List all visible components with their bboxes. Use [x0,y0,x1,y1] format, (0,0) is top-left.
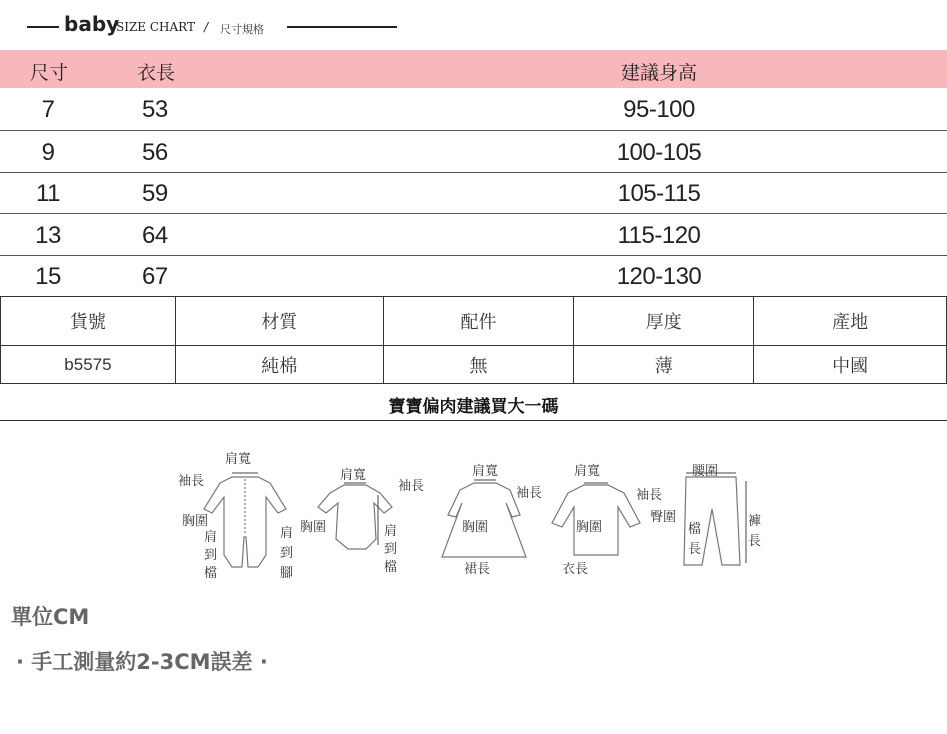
label-shoulder-to-crotch-3: 檔 [204,566,218,581]
label-sleeve-length: 袖長 [636,488,663,503]
subtitle-separator: / [204,20,209,34]
header-rule-right [287,26,397,28]
label-shoulder-to-foot-2: 到 [280,546,294,561]
product-info-header-row [1,297,947,346]
cell-length: 64 [142,222,168,249]
bodysuit-illustration [318,485,392,549]
label-skirt-length: 裙長 [464,562,491,577]
cell-size: 7 [41,96,55,123]
brand-title: baby [64,12,120,36]
cell-size: 11 [36,180,60,207]
value-item-code: b5575 [1,346,176,384]
label-crotch-length-2: 長 [688,542,702,557]
label-chest: 胸圍 [576,520,603,535]
table-row [0,131,947,173]
measurement-note: · 手工測量約2-3CM誤差 · [16,650,268,674]
value-origin: 中國 [754,346,947,384]
sizing-advice [0,384,947,421]
label-shoulder-to-crotch-3: 檔 [384,560,398,575]
label-shoulder-width: 肩寬 [340,468,367,483]
cell-size: 15 [35,263,61,290]
size-table-header [0,50,947,88]
label-sleeve-length: 袖長 [516,486,543,501]
sizing-advice-text: 寶寶偏肉建議買大一碼 [388,397,559,417]
cell-length: 56 [142,139,168,166]
label-hip: 臀圍 [650,510,677,525]
label-sleeve-length: 袖長 [398,479,425,494]
label-sleeve-length: 袖長 [178,474,205,489]
column-header-size: 尺寸 [30,62,69,84]
label-pants-length-2: 長 [748,534,762,549]
cell-length: 67 [142,263,168,290]
chart-header [0,0,947,50]
product-info-value-row [1,346,947,384]
label-shoulder-to-crotch-2: 到 [384,542,398,557]
cell-height: 100-105 [616,139,702,166]
label-shoulder-width: 肩寬 [225,452,252,467]
label-shoulder-width: 肩寬 [472,464,499,479]
cell-length: 59 [142,180,168,207]
cell-height: 95-100 [623,96,695,123]
value-accessories: 無 [383,346,574,384]
unit-label: 單位CM [11,605,90,629]
cell-length: 53 [142,96,168,123]
measurement-diagram [170,445,770,590]
label-shoulder-to-crotch-1: 肩 [384,524,398,539]
table-row [0,88,947,130]
value-thickness: 薄 [574,346,754,384]
label-pants-length-1: 褲 [748,514,762,529]
column-header-height: 建議身高 [620,62,697,84]
table-row [0,255,947,297]
label-shoulder-width: 肩寬 [574,464,601,479]
column-header-length: 衣長 [137,62,176,84]
cell-size: 9 [41,139,55,166]
label-waist: 腰圍 [692,464,719,479]
cell-height: 115-120 [617,222,701,249]
header-rule-left [27,26,59,28]
label-shoulder-to-foot-3: 腳 [280,566,294,581]
header-thickness: 厚度 [574,297,754,346]
product-info-table [0,296,947,384]
label-chest: 胸圍 [182,514,209,529]
value-material: 純棉 [175,346,383,384]
label-crotch-length-1: 檔 [688,522,702,537]
header-material: 材質 [175,297,383,346]
header-item-code: 貨號 [1,297,176,346]
label-garment-length: 衣長 [562,562,589,577]
label-shoulder-to-crotch-2: 到 [204,548,218,563]
chart-subtitle-zh: 尺寸規格 [220,23,264,36]
cell-height: 120-130 [616,263,702,290]
label-shoulder-to-crotch-1: 肩 [204,530,218,545]
table-row [0,214,947,256]
chart-subtitle: SIZE CHART [116,20,196,34]
label-chest: 胸圍 [462,520,489,535]
cell-height: 105-115 [617,180,701,207]
header-origin: 產地 [754,297,947,346]
label-shoulder-to-foot-1: 肩 [280,526,294,541]
table-row [0,172,947,214]
cell-size: 13 [35,222,61,249]
label-chest: 胸圍 [300,520,327,535]
header-accessories: 配件 [383,297,574,346]
